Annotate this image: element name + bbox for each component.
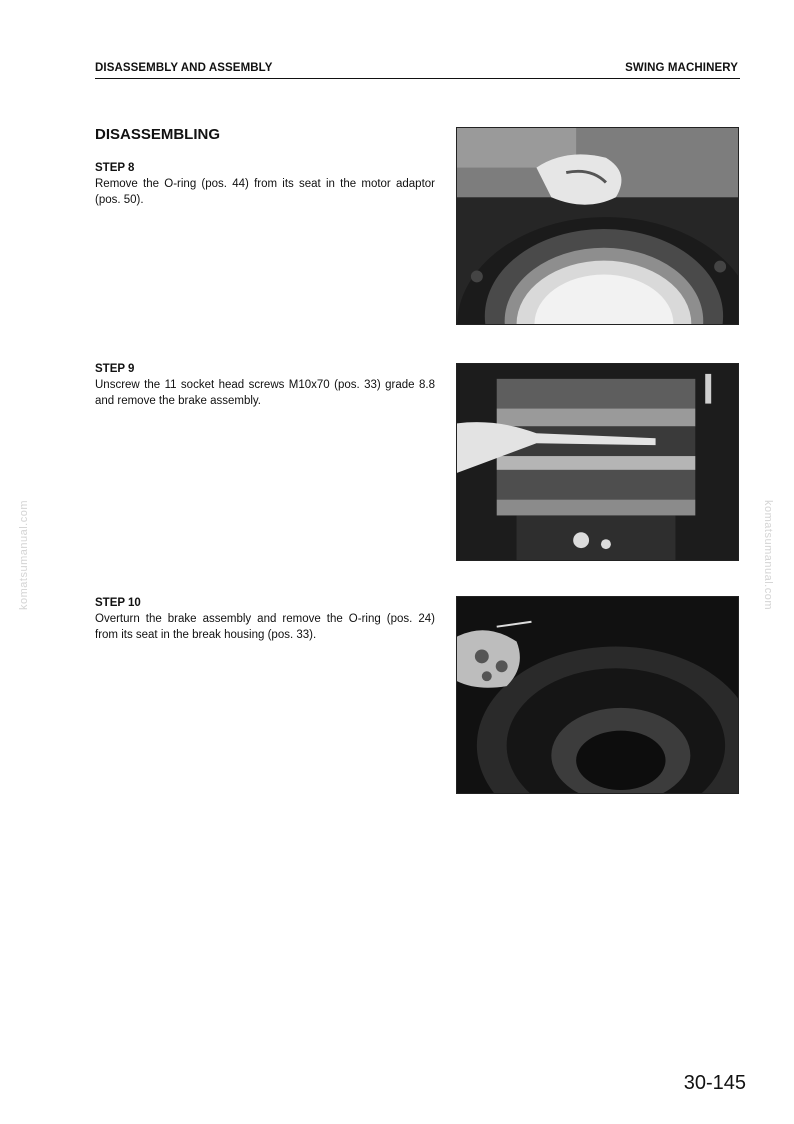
- watermark-right: komatsumanual.com: [762, 500, 774, 610]
- step-title: STEP 8: [95, 162, 135, 174]
- step-title: STEP 9: [95, 363, 135, 375]
- step-8-photo: [456, 127, 739, 325]
- step-8: [95, 162, 435, 208]
- step-title: STEP 10: [95, 597, 141, 609]
- step-text: Remove the O-ring (pos. 44) from its seat in the motor adaptor (pos. 50).: [95, 178, 435, 206]
- step-text: Overturn the brake assembly and remove the O-ring (pos. 24) from its seat in the break housing (pos. 33).: [95, 613, 435, 641]
- step-10: [95, 597, 435, 643]
- header-section-left: DISASSEMBLY AND ASSEMBLY: [95, 62, 273, 74]
- step-text: Unscrew the 11 socket head screws M10x70 (pos. 33) grade 8.8 and remove the brake assembly.: [95, 379, 435, 407]
- page-header: [95, 62, 740, 79]
- step-9-photo: [456, 363, 739, 561]
- page-number: 30-145: [683, 1072, 746, 1094]
- watermark-left: komatsumanual.com: [18, 500, 30, 610]
- section-title: DISASSEMBLING: [95, 126, 221, 143]
- step-10-photo: [456, 596, 739, 794]
- step-9: [95, 363, 435, 409]
- header-section-right: SWING MACHINERY: [625, 62, 738, 74]
